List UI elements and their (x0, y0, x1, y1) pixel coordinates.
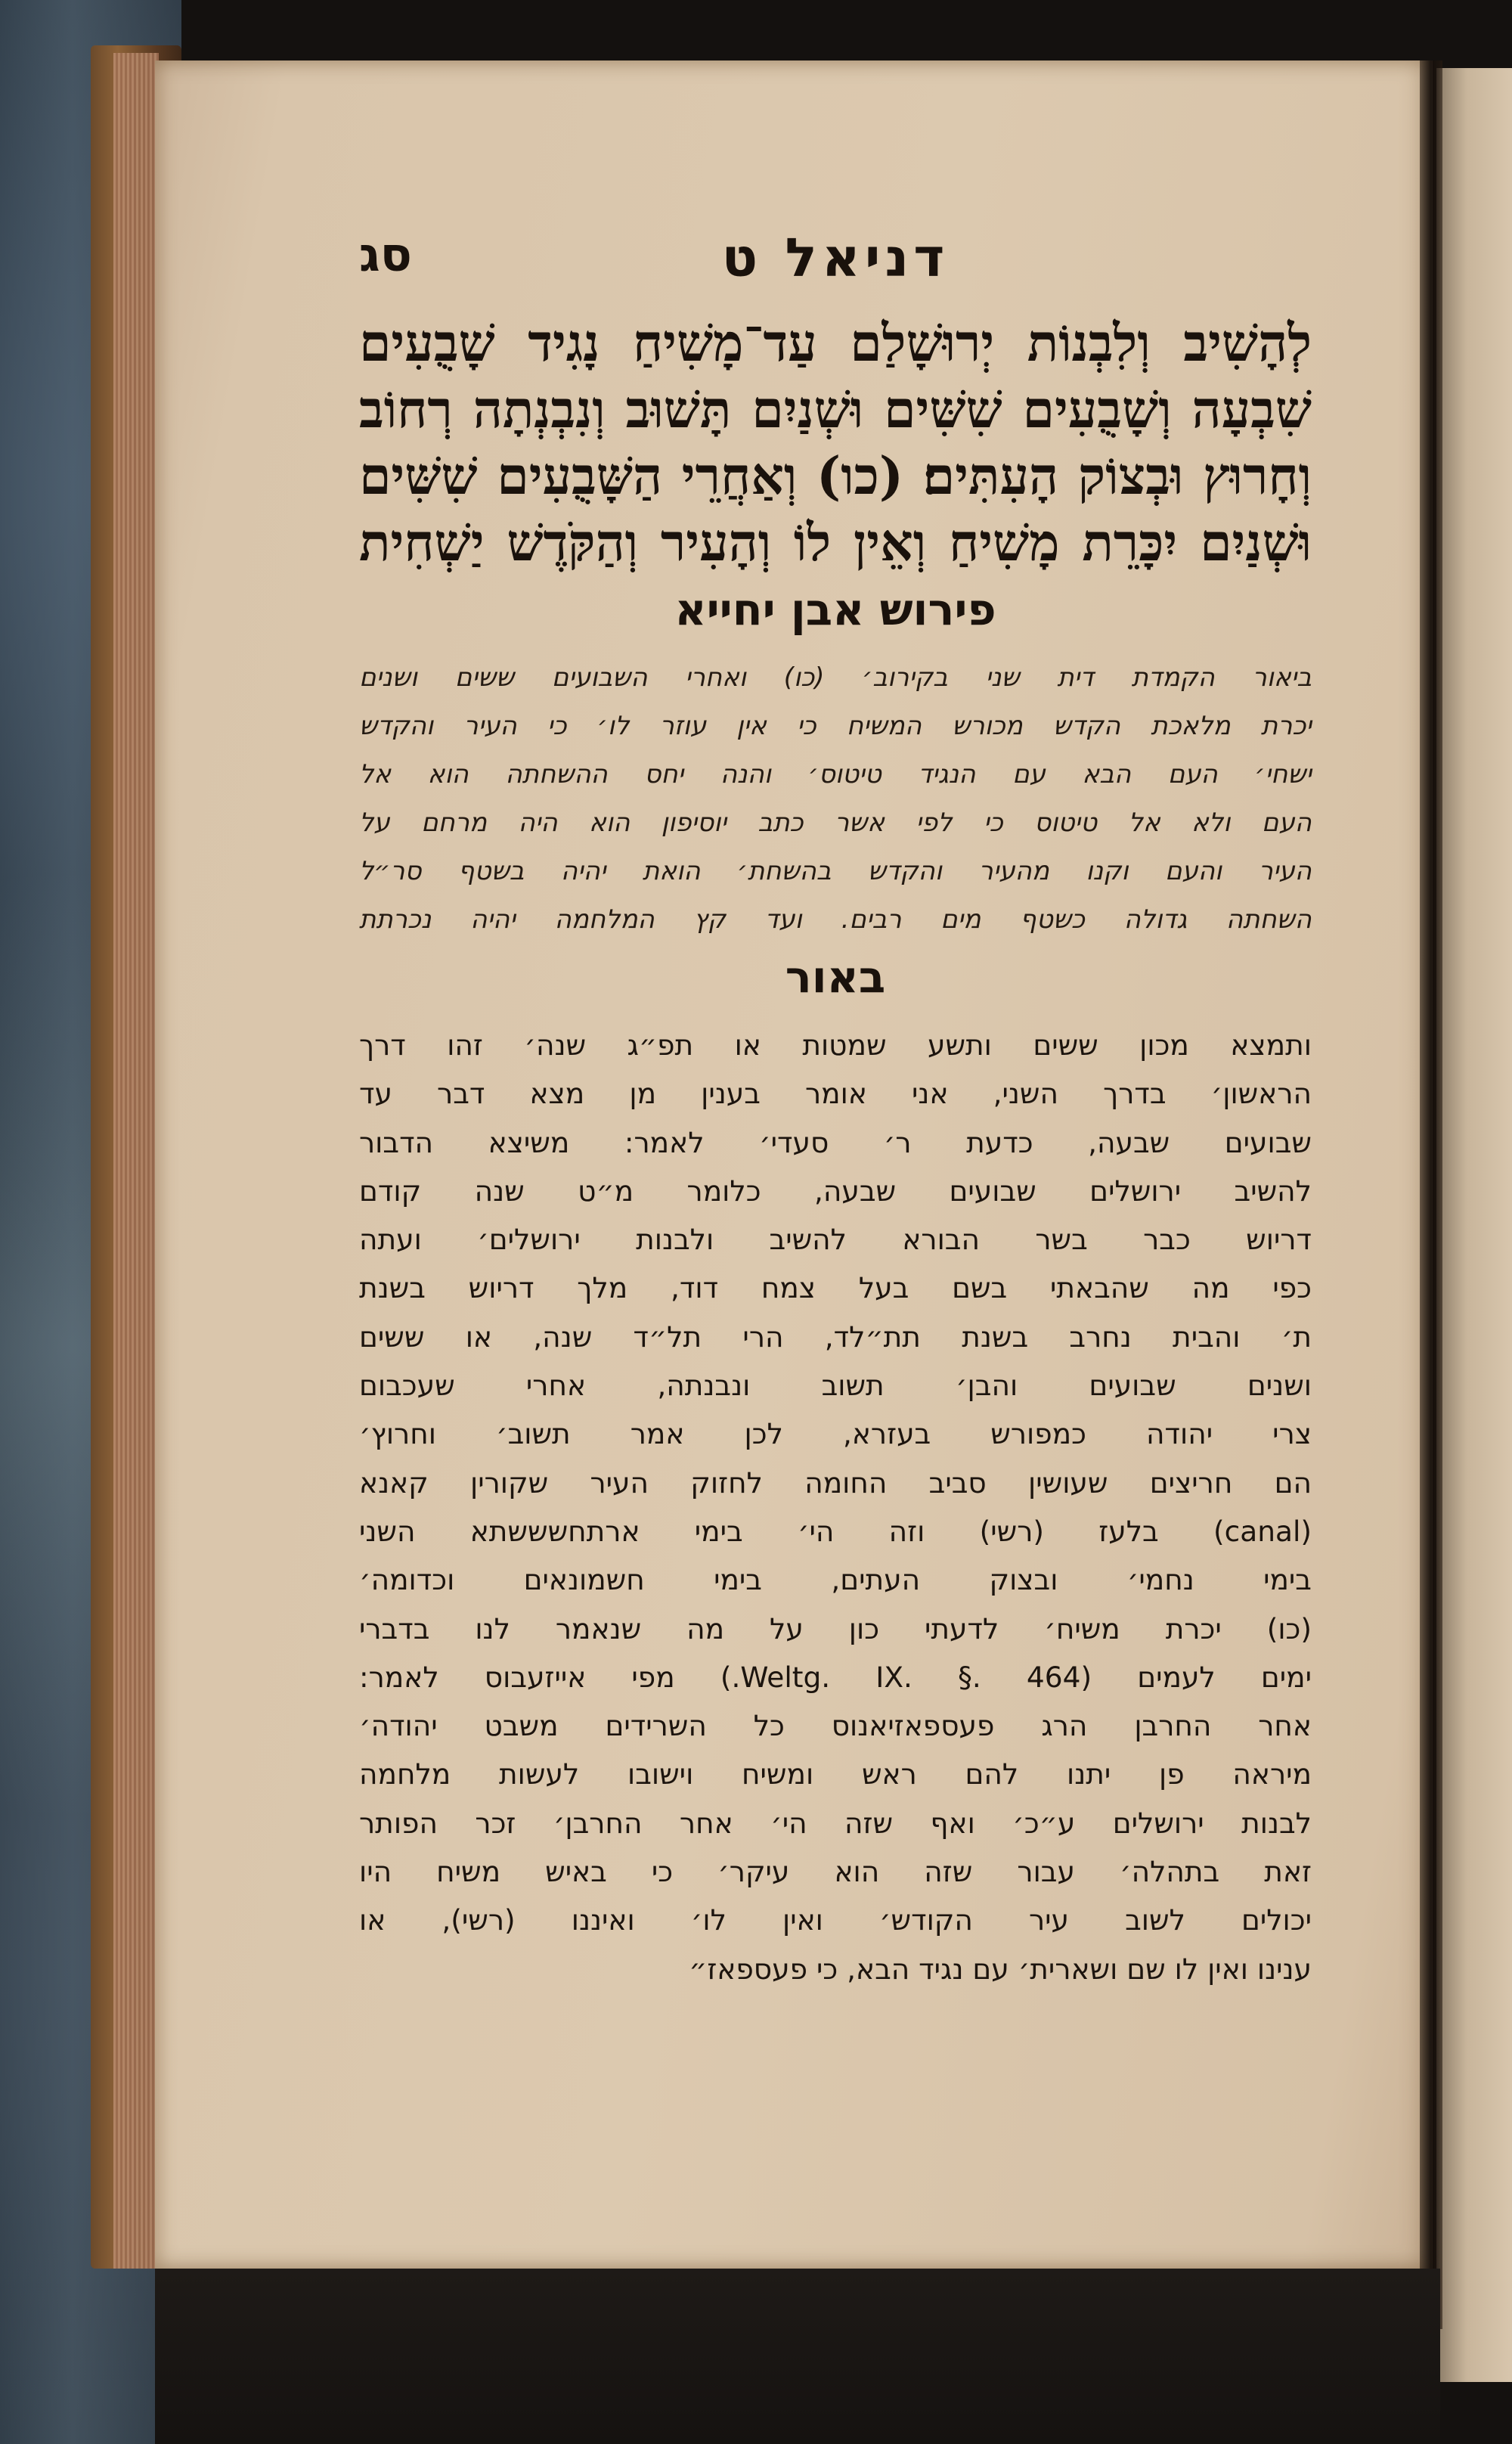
facing-page (1436, 68, 1512, 2382)
biur-line: מיראה פן יתנו להם ראש ומשיח וישובו לעשות מלחמה (359, 1757, 1312, 1791)
verse-line: וּשְׁנַיִם יִכָּרֵת מָשִׁיחַ וְאֵין לוֹ וְהָעִיר וְהַקֹּדֶשׁ יַשְׁחִית (359, 513, 1312, 573)
page-number: סג (359, 227, 412, 282)
biur-line: (כו) יכרת משיח׳ לדעתי כון על מה שנאמר לנו בדברי (359, 1611, 1312, 1645)
biur-text (359, 1021, 1312, 1993)
biur-line: דריוש כבר בשר הבורא להשיב ולבנות ירושלים׳ ועתה (359, 1223, 1312, 1257)
commentary-line: ביאור הקמדת דית שני בקירוב׳ (כו) ואחרי השבועים ששים ושנים (359, 662, 1312, 693)
biur-line: להשיב ירושלים שבועים שבעה, כלומר מ״ט שנה קודם (359, 1174, 1312, 1208)
commentary-text (359, 653, 1312, 944)
biur-line: לבנות ירושלים ע״כ׳ ואף שזה הי׳ אחר החרבן׳ זכר הפותר (359, 1806, 1312, 1840)
biur-line: כפי מה שהבאתי בשם בעל צמח דוד, מלך דריוש בשנת (359, 1271, 1312, 1305)
biur-line: צרי יהודה כמפורש בעזרא, לכן אמר תשוב׳ וחרוץ׳ (359, 1417, 1312, 1451)
commentary-line: ישחי׳ העם הבא עם הנגיד טיטוס׳ והנה יחס ההשחתה הוא אל (359, 759, 1312, 789)
bottom-background (155, 2269, 1440, 2444)
biur-line: ת׳ והבית נחרב בשנת תת״לד, הרי תל״ד שנה, או ששים (359, 1320, 1312, 1354)
biur-line: זאת בתהלה׳ עבור שזה הוא עיקר׳ כי באיש משיח היו (359, 1855, 1312, 1889)
verse-line: לְהָשִׁיב וְלִבְנוֹת יְרוּשָׁלַם עַד־מָשִׁיחַ נָגִיד שָׁבֻעִים (359, 313, 1312, 374)
verse-line: שִׁבְעָה וְשָׁבֻעִים שִׁשִּׁים וּשְׁנַיִם תָּשׁוּב וְנִבְנְתָה רְחוֹב (359, 380, 1312, 440)
biur-line: הם חריצים שעושין סביב החומה לחזוק העיר שקורין קאנא (359, 1465, 1312, 1500)
biur-line: שבועים שבעה, כדעת ר׳ סעדי׳ לאמר: משיצא הדבור (359, 1125, 1312, 1159)
verse-text (359, 310, 1312, 576)
verse-line: וְחָרוּץ וּבְצוֹק הָעִתִּים׃ (כו) וְאַחֲרֵי הַשָּׁבֻעִים שִׁשִּׁים (359, 446, 1312, 507)
running-header (359, 227, 1312, 310)
page-edges (113, 53, 159, 2269)
biur-line: ותמצא מכון ששים ותשע שמטות או תפ״ג שנה׳ זהו דרך (359, 1028, 1312, 1062)
biur-heading: באור (785, 951, 886, 1003)
commentary-line: השחתה גדולה כשטף מים רבים. ועד קץ המלחמה יהיה נכרתת (359, 904, 1312, 935)
biur-line: ימים לעמים (Weltg. IX. §. 464.) מפי אייזעבוס לאמר: (359, 1660, 1312, 1694)
biur-line: בימי נחמי׳ ובצוק העתים, בימי חשמונאים וכדומה׳ (359, 1563, 1312, 1597)
page-text (359, 227, 1312, 1993)
biur-line: ושנים שבועים והבן׳ תשוב ונבנתה, אחרי שעכבום (359, 1369, 1312, 1403)
book-gutter (1420, 60, 1442, 2329)
biur-line: יכולים לשוב עיר הקודש׳ ואין לו׳ ואיננו (רשי), או (359, 1903, 1312, 1937)
commentary-line: העם ולא אל טיטוס כי לפי אשר כתב יוסיפון הוא היה מרחם על (359, 808, 1312, 838)
commentary-line: העיר והעם וקנו מהעיר והקדש בהשחת׳ הואת יהיה בשטף סר״ל (359, 856, 1312, 886)
biur-line: הראשון׳ בדרך השני, אני אומר בענין מן מצא דבר עד (359, 1077, 1312, 1111)
commentary-heading: פירוש אבן יחייא (674, 584, 996, 635)
running-title: דניאל ט (721, 227, 950, 289)
biur-line: ענינו ואין לו שם ושארית׳ עם נגיד הבא, כי פעספאז״ (689, 1952, 1312, 1986)
biur-line: (canal) בלעז (רשי) וזה הי׳ בימי ארתחשששתא השני (359, 1514, 1312, 1548)
commentary-line: יכרת מלאכת הקדש מכורש המשיח כי אין עוזר לו׳ כי העיר והקדש (359, 711, 1312, 741)
biur-line: אחר החרבן הרג פעספאזיאנוס כל השרידים משבט יהודה׳ (359, 1709, 1312, 1743)
